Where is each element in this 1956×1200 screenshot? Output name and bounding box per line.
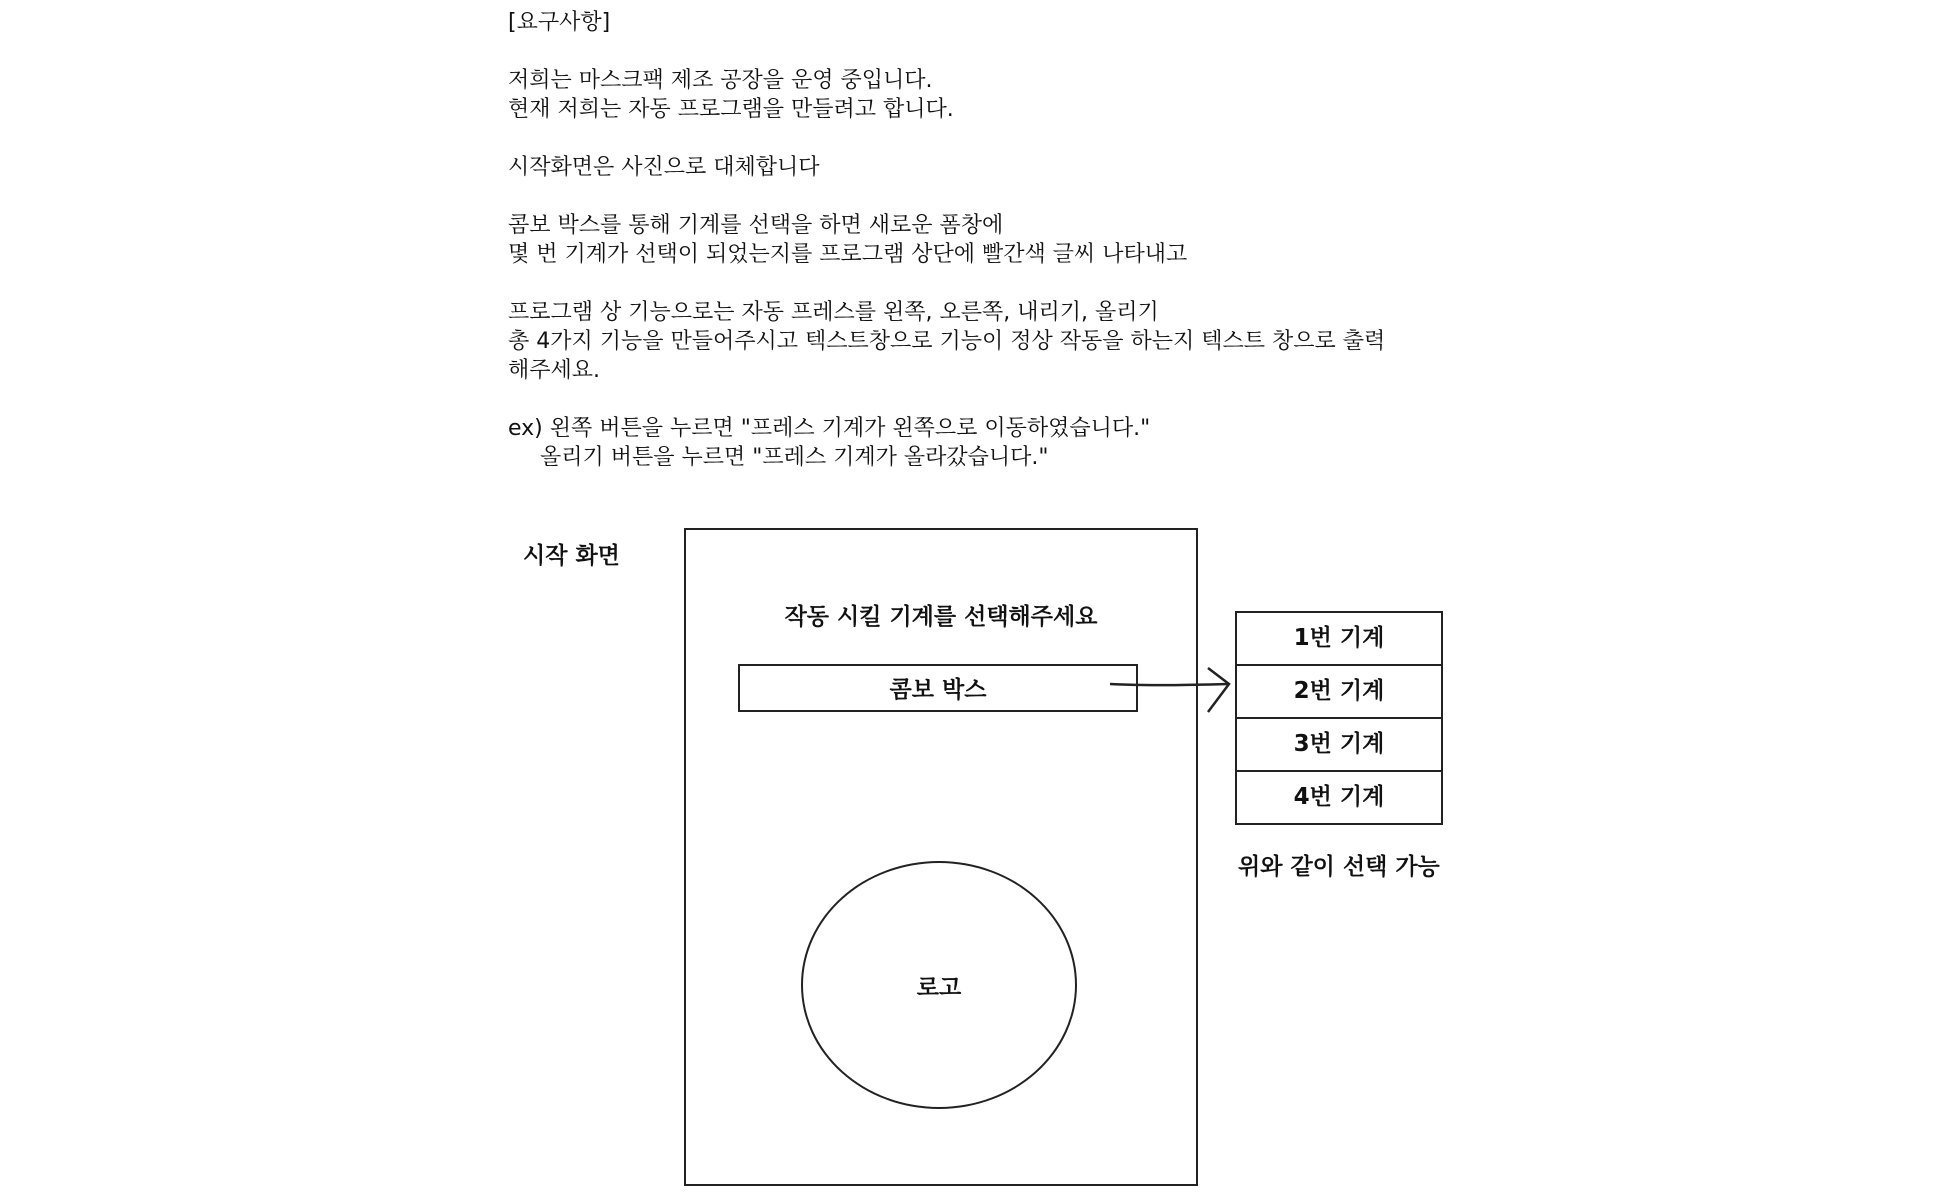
intro-line: 저희는 마스크팩 제조 공장을 운영 중입니다. (508, 68, 933, 93)
combo-desc-line: 콤보 박스를 통해 기계를 선택을 하면 새로운 폼창에 (508, 213, 1004, 238)
logo-placeholder (801, 861, 1077, 1109)
feature-desc-line: 총 4가지 기능을 만들어주시고 텍스트창으로 기능이 정상 작동을 하는지 텍스트 창으로 출력 (508, 329, 1386, 354)
example-line: 올리기 버튼을 누르면 "프레스 기계가 올라갔습니다." (540, 445, 1049, 470)
start-screen-note: 시작화면은 사진으로 대체합니다 (508, 155, 820, 180)
intro-line: 현재 저희는 자동 프로그램을 만들려고 합니다. (508, 97, 954, 122)
machine-option-list (1235, 611, 1443, 825)
requirements-heading: [요구사항] (508, 10, 611, 35)
combo-desc-line: 몇 번 기계가 선택이 되었는지를 프로그램 상단에 빨간색 글씨 나타내고 (508, 242, 1188, 267)
select-note: 위와 같이 선택 가능 (1238, 854, 1440, 880)
logo-label: 로고 (916, 974, 962, 1001)
feature-desc-line: 프로그램 상 기능으로는 자동 프레스를 왼쪽, 오른쪽, 내리기, 올리기 (508, 300, 1159, 325)
machine-option[interactable]: 2번 기계 (1237, 666, 1441, 719)
machine-option[interactable]: 3번 기계 (1237, 719, 1441, 772)
requirements-text (508, 8, 1508, 472)
machine-option[interactable]: 4번 기계 (1293, 784, 1385, 810)
example-line: ex) 왼쪽 버튼을 누르면 "프레스 기계가 왼쪽으로 이동하였습니다." (508, 416, 1151, 441)
machine-option[interactable]: 1번 기계 (1237, 613, 1441, 666)
start-screen-mockup (684, 528, 1198, 1186)
start-screen-title: 시작 화면 (523, 543, 620, 569)
feature-desc-line: 해주세요. (508, 358, 601, 383)
select-machine-prompt: 작동 시킬 기계를 선택해주세요 (784, 604, 1098, 630)
machine-combo-box[interactable]: 콤보 박스 (738, 664, 1138, 712)
